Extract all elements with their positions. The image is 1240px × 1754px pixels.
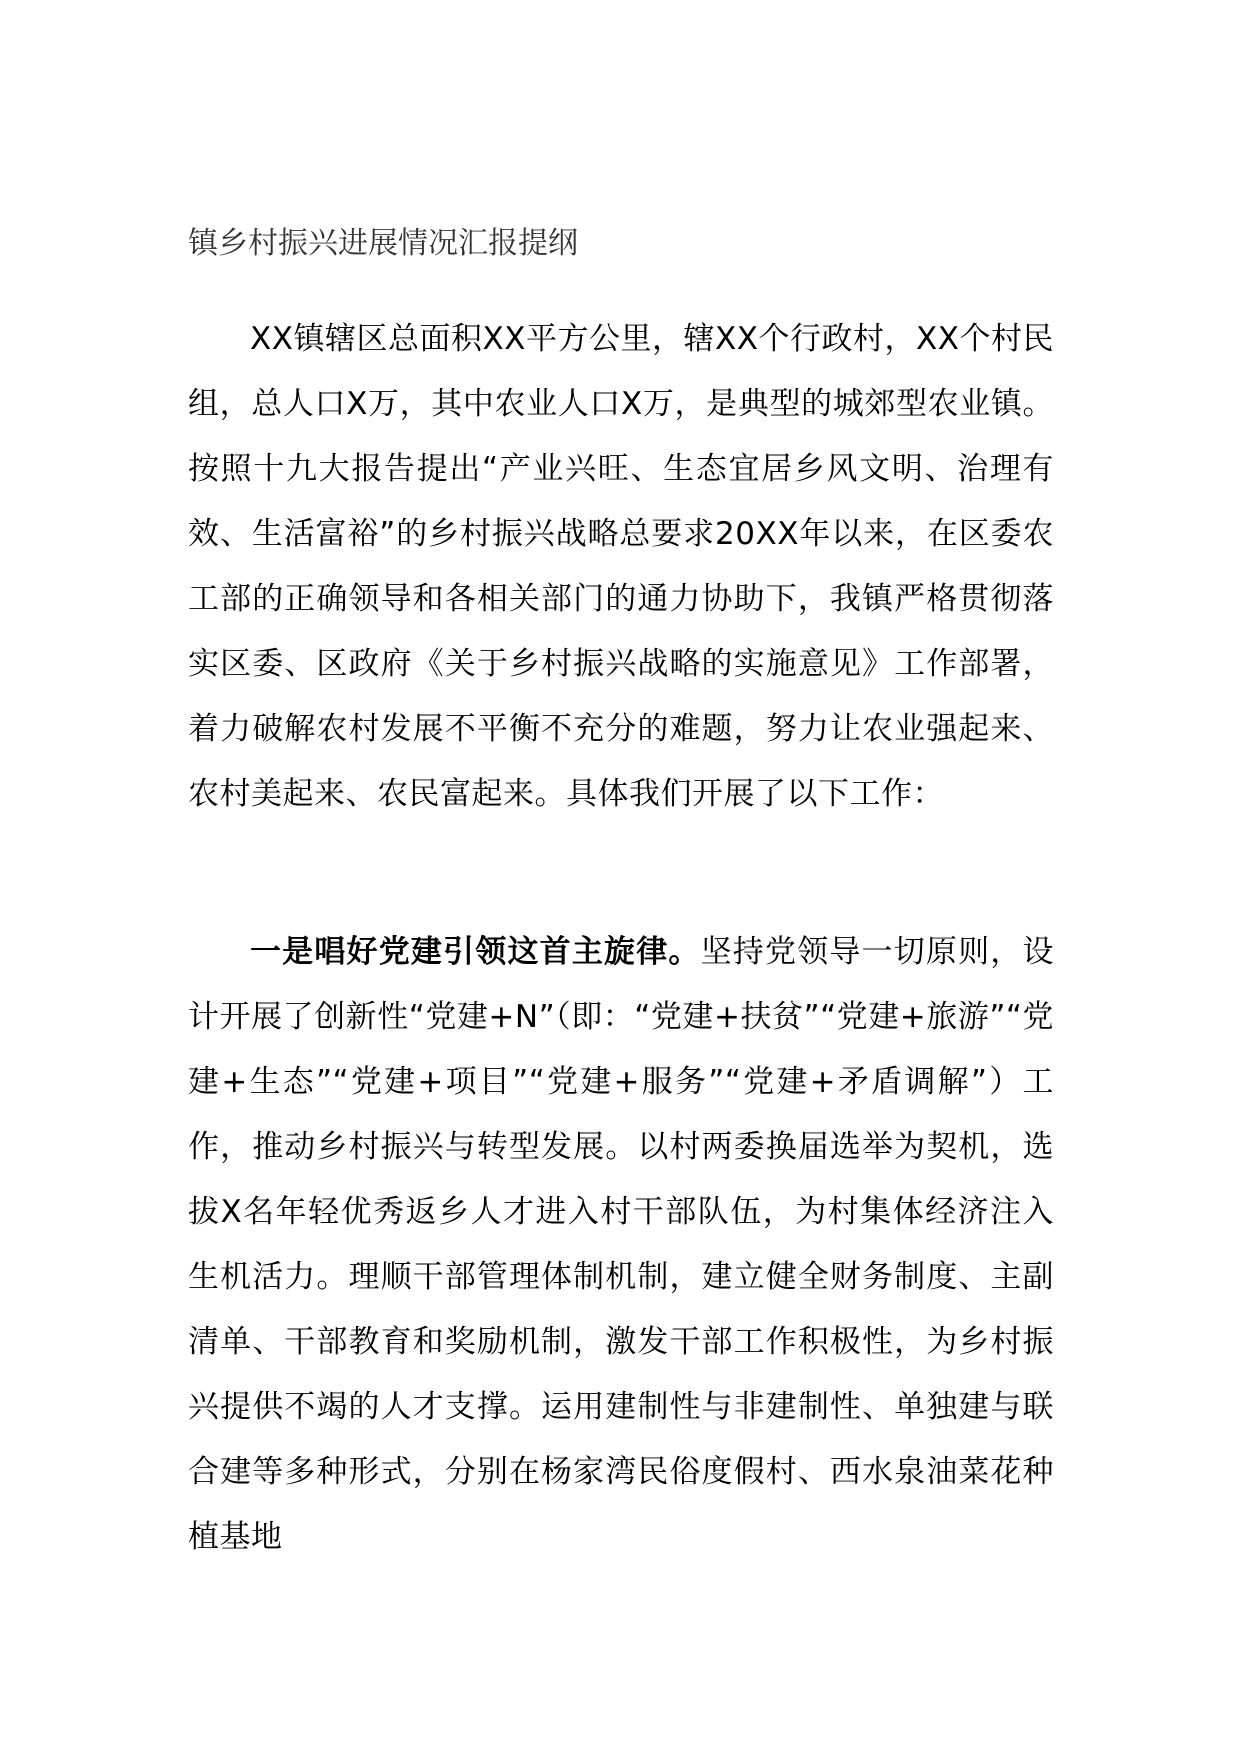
paragraph-lead-heading: 一是唱好党建引领这首主旋律。 xyxy=(250,934,701,970)
paragraph-intro xyxy=(188,307,1054,827)
paragraph-text: XX镇辖区总面积XX平方公里，辖XX个行政村，XX个村民组，总人口X万，其中农业人口X万，是典型的城郊型农业镇。按照十九大报告提出“产业兴旺、生态宜居乡风文明、治理有效、生活富裕”的乡村振兴战略总要求20XX年以来，在区委农工部的正确领导和各相关部门的通力协助下，我镇严格贯彻落实区委、区政府《关于乡村振兴战略的实施意见》工作部署，着力破解农村发展不平衡不充分的难题，努力让农业强起来、农村美起来、农民富起来。具体我们开展了以下工作： xyxy=(188,321,1054,812)
paragraph-text: 坚持党领导一切原则，设计开展了创新性“党建+N”（即：“党建+扶贫”“党建+旅游”“党建+生态”“党建+项目”“党建+服务”“党建+矛盾调解”）工作，推动乡村振兴与转型发展。以村两委换届选举为契机，选拔X名年轻优秀返乡人才进入村干部队伍，为村集体经济注入生机活力。理顺干部管理体制机制，建立健全财务制度、主副清单、干部教育和奖励机制，激发干部工作积极性，为乡村振兴提供不竭的人才支撑。运用建制性与非建制性、单独建与联合建等多种形式，分别在杨家湾民俗度假村、西水泉油菜花种植基地 xyxy=(188,934,1054,1555)
document-title: 镇乡村振兴进展情况汇报提纲 xyxy=(188,226,578,261)
paragraph-party-building xyxy=(188,920,1054,1570)
